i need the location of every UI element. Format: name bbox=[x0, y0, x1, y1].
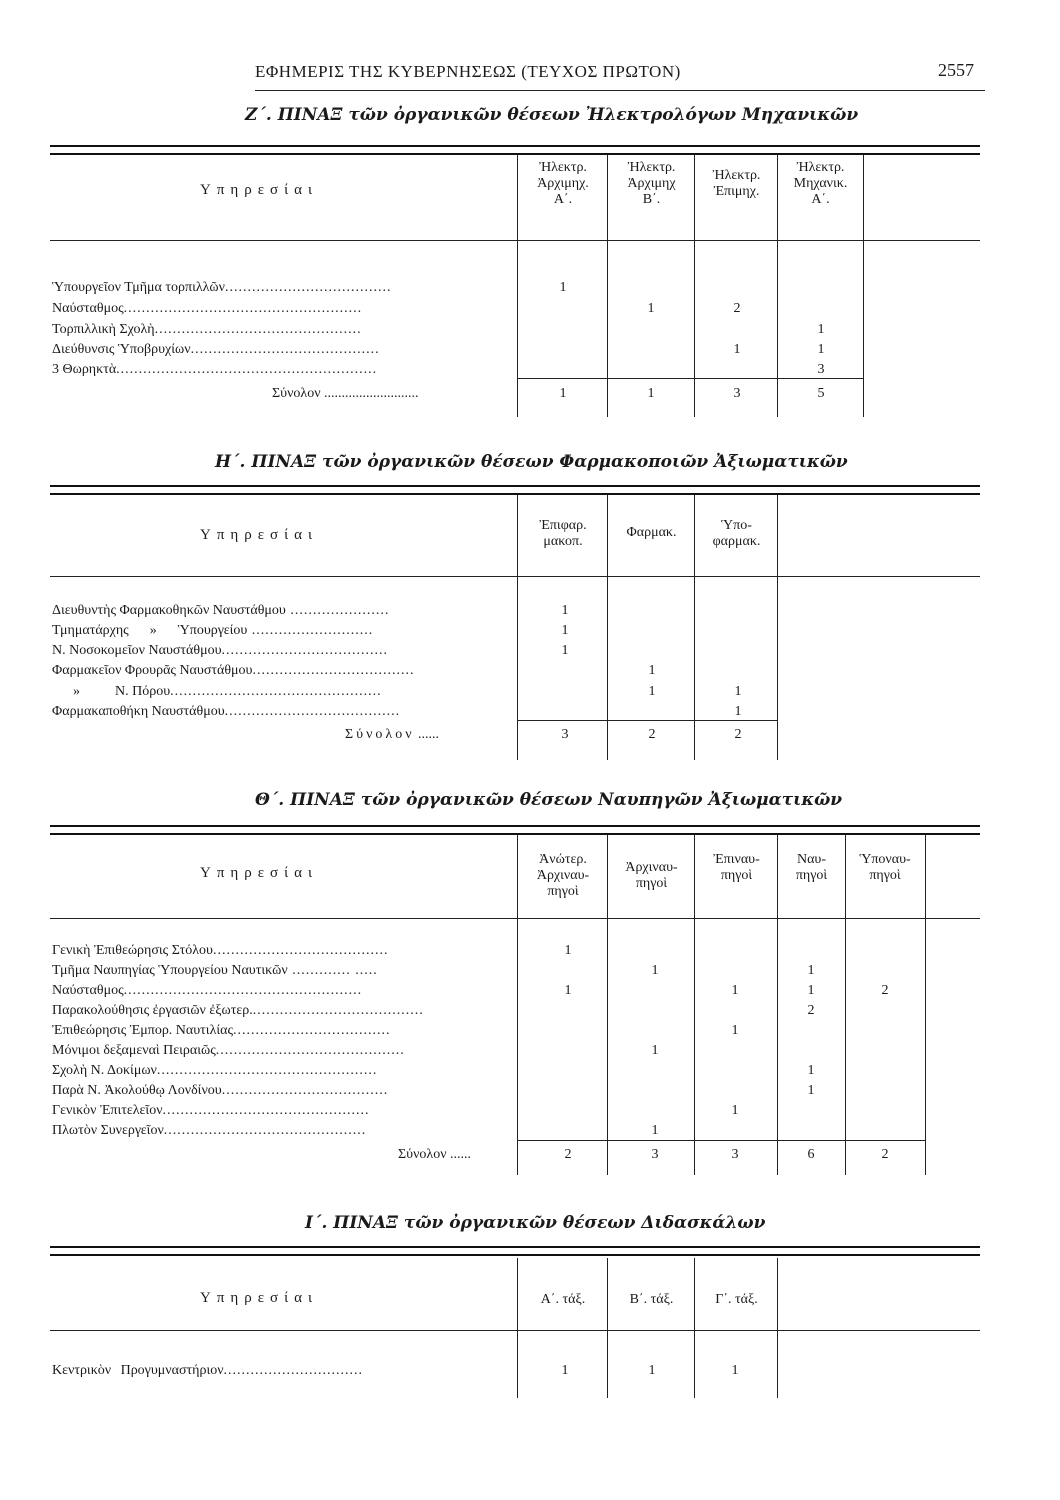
table-row: Ὑπουργεῖον Τμῆμα τορπιλλῶν..................................... bbox=[52, 280, 392, 295]
column-header: Ἠλεκτρ. Ἀρχιμηχ Β΄. bbox=[627, 160, 676, 207]
table-title: Η΄. ΠΙΝΑΞ τῶν ὀργανικῶν θέσεων Φαρμακοποιῶν Ἀξιωματικῶν bbox=[215, 452, 848, 472]
table-cell: 1 bbox=[651, 1123, 659, 1138]
table-cell: 1 bbox=[731, 1363, 739, 1378]
total-row: Σύνολον ...... bbox=[398, 1147, 472, 1162]
column-divider bbox=[607, 1258, 608, 1398]
table-row: Παρακολούθησις ἐργασιῶν ἐξωτερ....................................... bbox=[52, 1003, 424, 1018]
column-divider bbox=[517, 1258, 518, 1398]
table-cell: 1 bbox=[731, 1103, 739, 1118]
table-row: Ν. Νοσοκομεῖον Ναυστάθμου..................................... bbox=[52, 643, 389, 658]
table-cell: 1 bbox=[564, 943, 572, 958]
table-cell: 2 bbox=[807, 1003, 815, 1018]
total-row: Σύνολον ...... bbox=[345, 727, 440, 742]
column-divider bbox=[925, 835, 926, 1175]
table-row: Ναύσταθμος..................................................... bbox=[52, 301, 363, 316]
total-cell: 6 bbox=[807, 1147, 815, 1162]
table-cell: 1 bbox=[647, 301, 655, 316]
table-row: Τορπιλλικὴ Σχολὴ.............................................. bbox=[52, 322, 362, 337]
table-cell: 1 bbox=[807, 1083, 815, 1098]
sum-rule bbox=[517, 720, 777, 721]
total-row: Σύνολον ........................... bbox=[272, 386, 419, 401]
column-divider bbox=[607, 835, 608, 1175]
services-header: Υπηρεσίαι bbox=[200, 865, 319, 881]
table-row: Τμηματάρχης » Ὑπουργείου ........................... bbox=[52, 623, 374, 638]
total-cell: 2 bbox=[734, 727, 742, 742]
page-header bbox=[0, 60, 1060, 92]
table-cell: 1 bbox=[561, 623, 569, 638]
table-cell: 1 bbox=[734, 704, 742, 719]
header-rule bbox=[50, 918, 980, 919]
column-header: Ἐπιφαρ. μακοπ. bbox=[539, 518, 587, 549]
table-row: Παρὰ Ν. Ἀκολούθῳ Λονδίνου..................................... bbox=[52, 1083, 389, 1098]
services-header: Υπηρεσίαι bbox=[200, 527, 319, 543]
table-cell: 1 bbox=[561, 1363, 569, 1378]
table-cell: 1 bbox=[817, 342, 825, 357]
table-row: Φαρμακεῖον Φρουρᾶς Ναυστάθμου.................................... bbox=[52, 663, 415, 678]
column-header: Ἠλεκτρ. Μηχανικ. Α΄. bbox=[793, 160, 848, 207]
total-cell: 2 bbox=[564, 1147, 572, 1162]
gazette-title: ΕΦΗΜΕΡΙΣ ΤΗΣ ΚΥΒΕΡΝΗΣΕΩΣ (ΤΕΥΧΟΣ ΠΡΩΤΟΝ) bbox=[255, 62, 681, 81]
table-title: Ζ΄. ΠΙΝΑΞ τῶν ὀργανικῶν θέσεων Ἠλεκτρολόγων Μηχανικῶν bbox=[245, 105, 859, 125]
total-cell: 2 bbox=[648, 727, 656, 742]
column-divider bbox=[517, 835, 518, 1175]
table-cell: 1 bbox=[648, 684, 656, 699]
table-cell: 2 bbox=[881, 983, 889, 998]
header-rule bbox=[50, 576, 980, 577]
total-cell: 1 bbox=[647, 386, 655, 401]
column-header: Ἠλεκτρ. Ἀρχιμηχ. Α΄. bbox=[537, 160, 589, 207]
table-top-rule bbox=[50, 1246, 980, 1256]
total-cell: 3 bbox=[731, 1147, 739, 1162]
table-cell: 1 bbox=[651, 963, 659, 978]
header-rule bbox=[50, 1330, 980, 1331]
column-divider bbox=[777, 835, 778, 1175]
table-row: 3 Θωρηκτὰ.......................................................... bbox=[52, 362, 378, 377]
table-cell: 1 bbox=[564, 983, 572, 998]
column-divider bbox=[694, 835, 695, 1175]
column-header: Ὑποναυ- πηγοὶ bbox=[859, 852, 911, 883]
table-title: Ι΄. ΠΙΝΑΞ τῶν ὀργανικῶν θέσεων Διδασκάλων bbox=[305, 1213, 766, 1233]
column-divider bbox=[845, 835, 846, 1175]
column-header: Ναυ- πηγοὶ bbox=[795, 852, 828, 883]
total-cell: 5 bbox=[817, 386, 825, 401]
table-top-rule bbox=[50, 825, 980, 835]
column-divider bbox=[777, 495, 778, 760]
table-cell: 1 bbox=[561, 603, 569, 618]
table-row: Διεύθυνσις Ὑποβρυχίων.......................................... bbox=[52, 342, 380, 357]
table-cell: 1 bbox=[559, 280, 567, 295]
table-cell: 1 bbox=[648, 1363, 656, 1378]
table-top-rule bbox=[50, 145, 980, 155]
total-cell: 1 bbox=[559, 386, 567, 401]
table-row: Διευθυντὴς Φαρμακοθηκῶν Ναυστάθμου ...................... bbox=[52, 603, 390, 618]
table-cell: 1 bbox=[731, 1023, 739, 1038]
header-rule bbox=[255, 90, 985, 91]
sum-rule bbox=[517, 1140, 925, 1141]
table-top-rule bbox=[50, 485, 980, 495]
table-cell: 3 bbox=[817, 362, 825, 377]
table-row: » Ν. Πόρου............................................... bbox=[52, 684, 382, 699]
table-row: Φαρμακαποθήκη Ναυστάθμου....................................... bbox=[52, 704, 401, 719]
table-cell: 1 bbox=[817, 322, 825, 337]
sum-rule bbox=[517, 378, 863, 379]
table-cell: 1 bbox=[734, 684, 742, 699]
column-header: Ἐπιναυ- πηγοὶ bbox=[713, 852, 760, 883]
column-divider bbox=[777, 1258, 778, 1398]
table-row: Μόνιμοι δεξαμεναὶ Πειραιῶς.......................................... bbox=[52, 1043, 405, 1058]
services-header: Υπηρεσίαι bbox=[200, 182, 319, 198]
table-row: Γενικὴ Ἐπιθεώρησις Στόλου....................................... bbox=[52, 943, 389, 958]
table-row: Γενικὸν Ἐπιτελεῖον.............................................. bbox=[52, 1103, 370, 1118]
table-row: Κεντρικὸν Προγυμναστήριον............................... bbox=[52, 1363, 364, 1378]
table-row: Πλωτὸν Συνεργεῖον............................................. bbox=[52, 1123, 367, 1138]
table-cell: 1 bbox=[807, 983, 815, 998]
total-cell: 3 bbox=[733, 386, 741, 401]
column-header: Ἀνώτερ. Ἀρχιναυ- πηγοὶ bbox=[536, 852, 590, 899]
table-cell: 1 bbox=[651, 1043, 659, 1058]
table-row: Ναύσταθμος..................................................... bbox=[52, 983, 363, 998]
table-cell: 1 bbox=[561, 643, 569, 658]
column-header: Γ΄. τάξ. bbox=[715, 1292, 758, 1307]
table-cell: 1 bbox=[731, 983, 739, 998]
table-row: Ἐπιθεώρησις Ἐμπορ. Ναυτιλίας................................... bbox=[52, 1023, 391, 1038]
table-cell: 2 bbox=[733, 301, 741, 316]
table-cell: 1 bbox=[648, 663, 656, 678]
column-divider bbox=[863, 155, 864, 417]
services-header: Υπηρεσίαι bbox=[200, 1290, 319, 1306]
page-number: 2557 bbox=[938, 60, 974, 80]
table-row: Σχολὴ Ν. Δοκίμων................................................. bbox=[52, 1063, 378, 1078]
column-header: Ἀρχιναυ- πηγοὶ bbox=[625, 860, 678, 891]
total-cell: 2 bbox=[881, 1147, 889, 1162]
total-cell: 3 bbox=[561, 727, 569, 742]
table-title: Θ΄. ΠΙΝΑΞ τῶν ὀργανικῶν θέσεων Ναυπηγῶν Ἀξιωματικῶν bbox=[255, 790, 843, 810]
column-header: Β΄. τάξ. bbox=[629, 1292, 674, 1307]
column-header: Α΄. τάξ. bbox=[540, 1292, 586, 1307]
total-cell: 3 bbox=[651, 1147, 659, 1162]
header-rule bbox=[50, 240, 980, 241]
table-row: Τμῆμα Ναυπηγίας Ὑπουργείου Ναυτικῶν ............. ..... bbox=[52, 963, 378, 978]
column-header: Ὑπο- φαρμακ. bbox=[712, 518, 761, 549]
column-header: Φαρμακ. bbox=[626, 525, 677, 540]
column-header: Ἠλεκτρ. Ἐπιμηχ. bbox=[712, 168, 761, 199]
table-cell: 1 bbox=[733, 342, 741, 357]
column-divider bbox=[694, 1258, 695, 1398]
table-cell: 1 bbox=[807, 1063, 815, 1078]
table-cell: 1 bbox=[807, 963, 815, 978]
